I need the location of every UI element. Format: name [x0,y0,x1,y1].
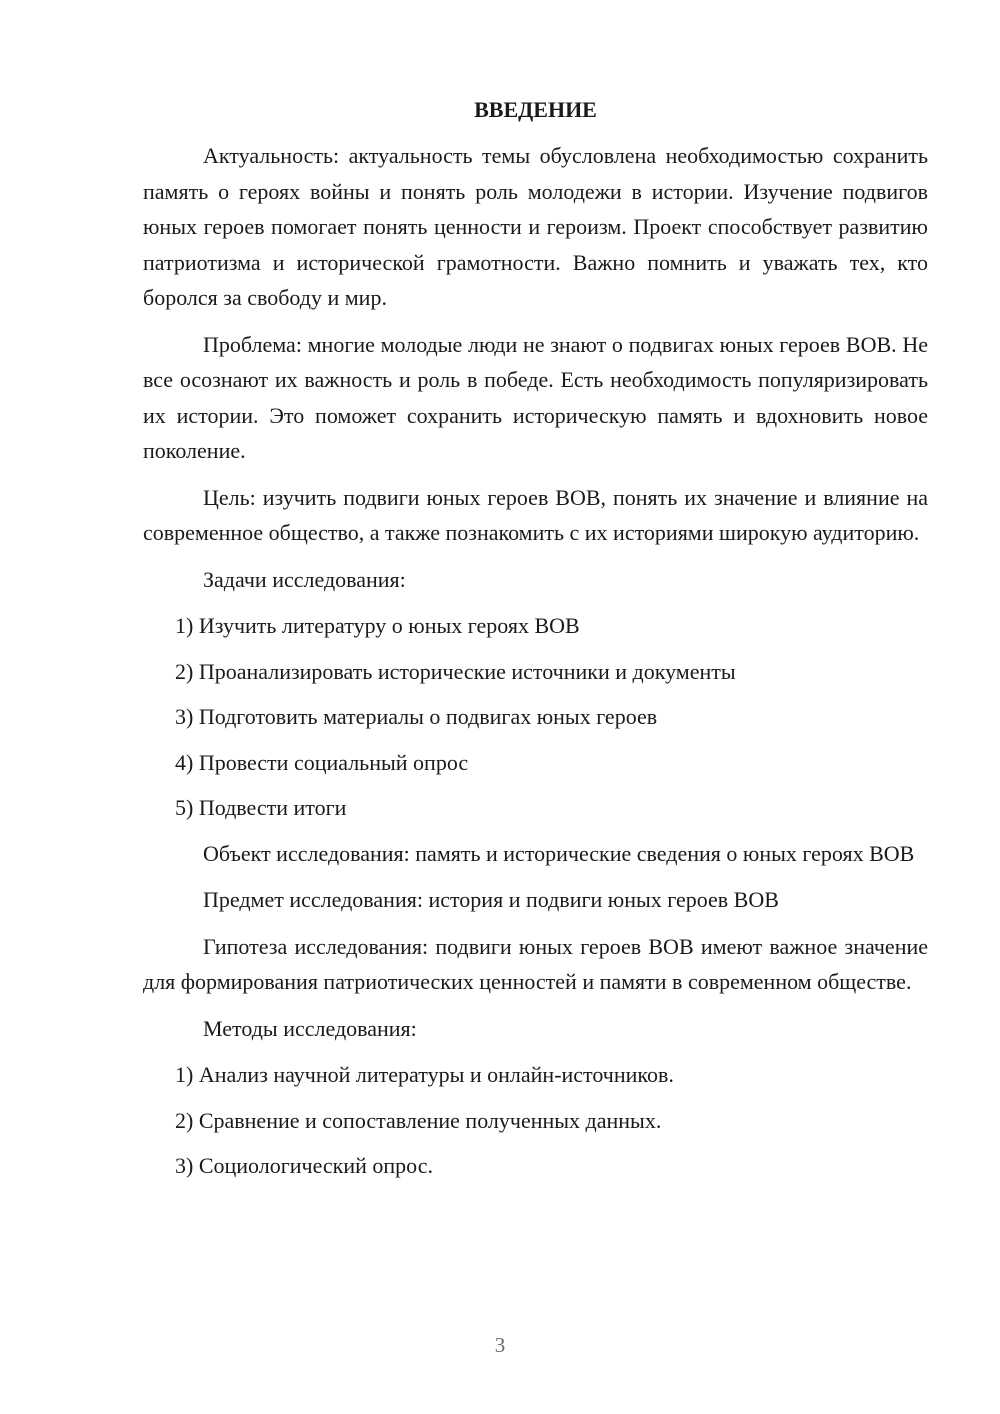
methods-heading: Методы исследования: [203,1015,417,1041]
goal-paragraph: Цель: изучить подвиги юных героев ВОВ, понять их значение и влияние на современное общество, а также познакомить с их историями широкую аудиторию. [143,484,928,545]
task-item: 3) Подготовить материалы о подвигах юных героев [175,704,658,729]
actuality-paragraph: Актуальность: актуальность темы обусловлена необходимостью сохранить память о героях войны и понять роль молодежи в истории. Изучение подвигов юных героев помогает понять ценности и героизм. Проект способствует развитию патриотизма и исторической грамотности. Важно помнить и уважать тех, кто боролся за свободу и мир. [143,143,928,310]
tasks-heading: Задачи исследования: [203,566,406,592]
page-content [143,96,928,1194]
method-item: 3) Социологический опрос. [175,1153,433,1178]
object-paragraph: Объект исследования: память и исторические сведения о юных героях ВОВ [203,840,915,866]
task-item: 4) Провести социальный опрос [175,749,469,775]
task-item: 5) Подвести итоги [175,795,347,820]
task-item: 2) Проанализировать исторические источники и документы [175,658,736,684]
subject-paragraph: Предмет исследования: история и подвиги юных героев ВОВ [203,887,779,912]
method-item: 2) Сравнение и сопоставление полученных данных. [175,1107,662,1133]
tasks-list [143,608,928,826]
page-number: 3 [494,1333,506,1357]
section-title: ВВЕДЕНИЕ [474,97,597,122]
methods-list [143,1057,928,1184]
hypothesis-paragraph: Гипотеза исследования: подвиги юных героев ВОВ имеют важное значение для формирования патриотических ценностей и памяти в современном обществе. [143,933,928,994]
problem-paragraph: Проблема: многие молодые люди не знают о подвигах юных героев ВОВ. Не все осознают их важность и роль в победе. Есть необходимость популяризировать их истории. Это поможет сохранить историческую память и вдохновить новое поколение. [143,331,928,463]
task-item: 1) Изучить литературу о юных героях ВОВ [175,613,580,638]
method-item: 1) Анализ научной литературы и онлайн-источников. [175,1062,674,1087]
